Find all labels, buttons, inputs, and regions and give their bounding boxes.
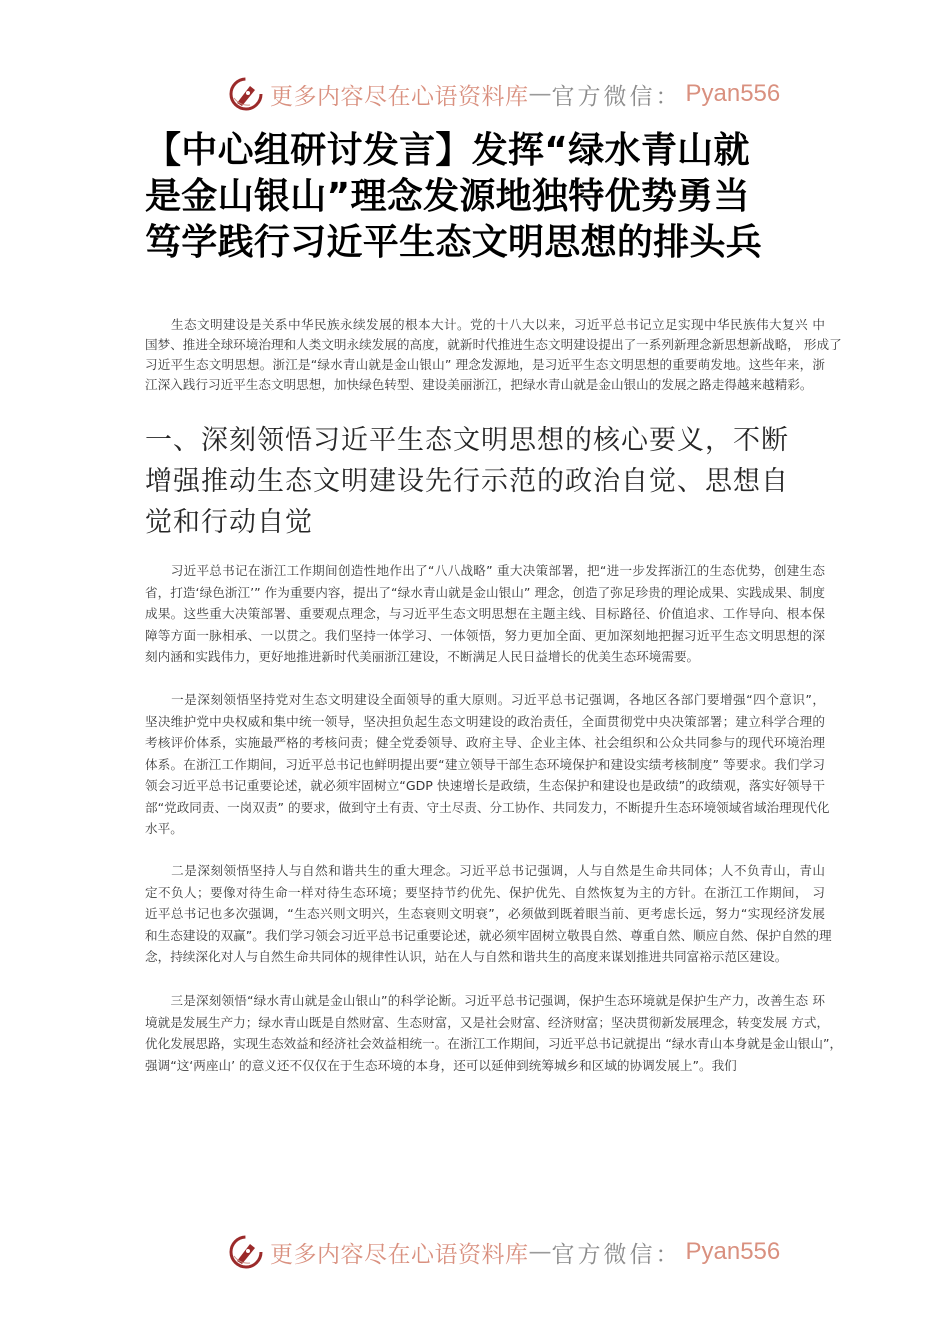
- text-line: 领会习近平总书记重要论述，就必须牢固树立“GDP 快速增长是政绩，生态保护和建设也是政绩”的政绩观，落实好领导干: [145, 778, 825, 793]
- body-paragraph: [145, 990, 843, 1076]
- document-title: [145, 128, 825, 266]
- text-line: 省，打造‘绿色浙江’” 作为重要内容，提出了“绿水青山就是金山银山” 理念，创造了弥足珍贵的理论成果、实践成果、制度: [145, 584, 825, 600]
- text-line: 坚决维护党中央权威和集中统一领导，坚决担负起生态文明建设的政治责任，全面贯彻党中央决策部署；建立科学合理的: [145, 713, 825, 729]
- text-line: 近平总书记也多次强调，“生态兴则文明兴，生态衰则文明衰”，必须做到既着眼当前、更考虑长远，努力“实现经济发展: [145, 906, 825, 921]
- body-paragraph: [145, 860, 832, 968]
- text-line: 一是深刻领悟坚持党对生态文明建设全面领导的重大原则。习近平总书记强调，各地区各部门要增强“四个意识”，: [145, 692, 825, 707]
- body-paragraph: [145, 560, 825, 668]
- text-line: 国梦、推进全球环境治理和人类文明永续发展的高度，就新时代推进生态文明建设提出了一系列新理念新思想新战略， 形成了: [145, 337, 842, 352]
- text-line: 生态文明建设是关系中华民族永续发展的根本大计。党的十八大以来，习近平总书记立足实现中华民族伟大复兴 中: [145, 317, 825, 332]
- watermark-wechat-label: 官方微信：: [551, 83, 682, 110]
- text-line: 障等方面一脉相承、一以贯之。我们坚持一体学习、一体领悟，努力更加全面、更加深刻地把握习近平生态文明思想的深: [145, 627, 825, 643]
- text-line: 习近平总书记在浙江工作期间创造性地作出了“八八战略” 重大决策部署，把“进一步发挥浙江的生态优势，创建生态: [145, 563, 825, 578]
- text-line: 强调“这‘两座山’ 的意义还不仅仅在于生态环境的本身，还可以延伸到统筹城乡和区域的协调发展上”。我们: [145, 1057, 737, 1073]
- text-line: 体系。在浙江工作期间，习近平总书记也鲜明提出要“建立领导干部生态环境保护和建设实绩考核制度” 等要求。我们学习: [145, 756, 825, 772]
- heading-line: 一、深刻领悟习近平生态文明思想的核心要义，不断: [145, 425, 789, 456]
- text-line: 念，持续深化对人与自然生命共同体的规律性认识，站在人与自然和谐共生的高度来谋划推进共同富裕示范区建设。: [145, 949, 788, 964]
- header-watermark: [228, 74, 780, 114]
- intro-paragraph: [145, 315, 842, 395]
- text-line: 部“党政同责、一岗双责” 的要求，做到守土有责、守土尽责、分工协作、共同发力，不断提升生态环境领域省域治理现代化: [145, 799, 830, 815]
- text-line: 习近平生态文明思想。浙江是“绿水青山就是金山银山” 理念发源地，是习近平生态文明思想的重要萌发地。这些年来，浙: [145, 357, 825, 372]
- pen-nib-logo-icon: [228, 76, 264, 112]
- text-line: 定不负人；要像对待生命一样对待生态环境；要坚持节约优先、保护优先、自然恢复为主的方针。在浙江工作期间， 习: [145, 884, 825, 900]
- pen-nib-logo-icon: [228, 1234, 264, 1270]
- watermark-site-text: 更多内容尽在心语资料库: [270, 1241, 529, 1268]
- text-line: 考核评价体系，实施最严格的考核问责；健全党委领导、政府主导、企业主体、社会组织和公众共同参与的现代环境治理: [145, 735, 825, 750]
- watermark-wechat-id: Pyan556: [685, 80, 781, 107]
- text-line: 刻内涵和实践伟力，更好地推进新时代美丽浙江建设，不断满足人民日益增长的优美生态环境需要。: [145, 649, 700, 664]
- text-line: 境就是发展生产力；绿水青山既是自然财富、生态财富，又是社会财富、经济财富；坚决贯彻新发展理念，转变发展 方式，: [145, 1014, 830, 1030]
- title-line: 是金山银山”理念发源地独特优势勇当: [145, 176, 750, 217]
- body-paragraph: [145, 689, 830, 840]
- heading-line: 增强推动生态文明建设先行示范的政治自觉、思想自: [145, 466, 789, 497]
- heading-line: 觉和行动自觉: [145, 507, 313, 538]
- title-line: 【中心组研讨发言】发挥“绿水青山就: [145, 130, 750, 171]
- text-line: 江深入践行习近平生态文明思想，加快绿色转型、建设美丽浙江，把绿水青山就是金山银山的发展之路走得越来越精彩。: [145, 377, 813, 392]
- text-line: 三是深刻领悟“绿水青山就是金山银山”的科学论断。习近平总书记强调，保护生态环境就是保护生产力，改善生态 环: [145, 993, 825, 1008]
- text-line: 水平。: [145, 821, 183, 836]
- text-line: 成果。这些重大决策部署、重要观点理念，与习近平生态文明思想在主题主线、目标路径、价值追求、工作导向、根本保: [145, 606, 825, 621]
- section-heading: [145, 420, 825, 543]
- watermark-dash: —: [528, 81, 552, 107]
- text-line: 和生态建设的双赢”。我们学习领会习近平总书记重要论述，就必须牢固树立敬畏自然、尊重自然、顺应自然、保护自然的理: [145, 927, 832, 943]
- watermark-site-text: 更多内容尽在心语资料库: [270, 83, 529, 110]
- watermark-wechat-label: 官方微信：: [551, 1241, 682, 1268]
- footer-watermark: [228, 1232, 780, 1272]
- watermark-wechat-id: Pyan556: [685, 1238, 781, 1265]
- title-line: 笃学践行习近平生态文明思想的排头兵: [145, 222, 763, 263]
- text-line: 优化发展思路，实现生态效益和经济社会效益相统一。在浙江工作期间，习近平总书记就提出 “绿水青山本身就是金山银山”，: [145, 1036, 843, 1051]
- text-line: 二是深刻领悟坚持人与自然和谐共生的重大理念。习近平总书记强调，人与自然是生命共同体；人不负青山，青山: [145, 863, 825, 878]
- watermark-dash: —: [528, 1239, 552, 1265]
